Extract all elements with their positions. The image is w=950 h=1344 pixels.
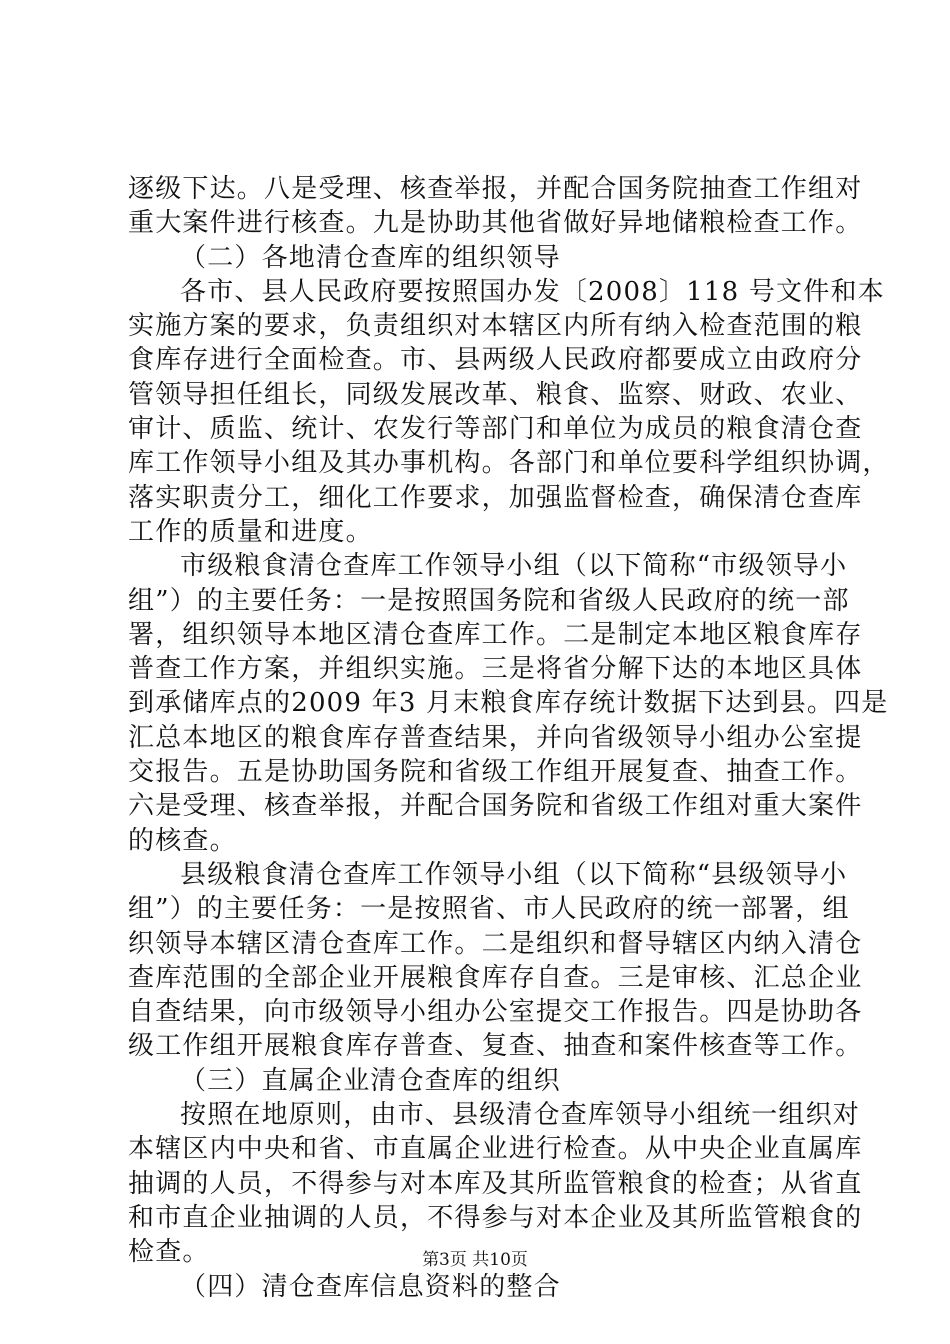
text-line: 按照在地原则，由市、县级清仓查库领导小组统一组织对 [180, 1100, 861, 1131]
text-line: 各市、县人民政府要按照国办发〔2008〕118 号文件和本 [180, 276, 885, 307]
text-line: 普查工作方案，并组织实施。三是将省分解下达的本地区具体 [128, 654, 863, 685]
text-line: 交报告。五是协助国务院和省级工作组开展复查、抽查工作。 [128, 757, 863, 788]
text-line: 食库存进行全面检查。市、县两级人民政府都要成立由政府分 [128, 345, 863, 376]
text-line: 库工作领导小组及其办事机构。各部门和单位要科学组织协调， [128, 448, 890, 479]
text-line: 级工作组开展粮食库存普查、复查、抽查和案件核查等工作。 [128, 1031, 863, 1062]
text-line: 管领导担任组长，同级发展改革、粮食、监察、财政、农业、 [128, 379, 863, 410]
text-line: 逐级下达。八是受理、核查举报，并配合国务院抽查工作组对 [128, 174, 863, 204]
section-heading: （二）各地清仓查库的组织领导 [180, 242, 561, 273]
text-line: 抽调的人员，不得参与对本库及其所监管粮食的检查；从省直 [128, 1168, 863, 1199]
body-text [128, 172, 890, 1304]
text-line: 实施方案的要求，负责组织对本辖区内所有纳入检查范围的粮 [128, 311, 863, 342]
text-line: 查库范围的全部企业开展粮食库存自查。三是审核、汇总企业 [128, 962, 863, 993]
text-line: 落实职责分工，细化工作要求，加强监督检查，确保清仓查库 [128, 482, 863, 513]
text-line: 汇总本地区的粮食库存普查结果，并向省级领导小组办公室提 [128, 722, 863, 753]
text-line: 的核查。 [128, 825, 237, 856]
text-line: 工作的质量和进度。 [128, 516, 373, 547]
text-line: 县级粮食清仓查库工作领导小组（以下简称“县级领导小 [180, 859, 848, 890]
text-line: 署，组织领导本地区清仓查库工作。二是制定本地区粮食库存 [128, 619, 863, 650]
page-number: 第3页 共10页 [422, 1250, 528, 1270]
text-line: 审计、质监、统计、农发行等部门和单位为成员的粮食清仓查 [128, 414, 863, 445]
text-line: 织领导本辖区清仓查库工作。二是组织和督导辖区内纳入清仓 [128, 928, 863, 959]
text-line: 重大案件进行核查。九是协助其他省做好异地储粮检查工作。 [128, 208, 863, 239]
text-line: 检查。 [128, 1237, 210, 1268]
text-line: 组”）的主要任务：一是按照省、市人民政府的统一部署，组 [128, 894, 850, 925]
text-line: 组”）的主要任务：一是按照国务院和省级人民政府的统一部 [128, 585, 850, 616]
text-line: 六是受理、核查举报，并配合国务院和省级工作组对重大案件 [128, 791, 863, 822]
text-line: 和市直企业抽调的人员，不得参与对本企业及其所监管粮食的 [128, 1202, 863, 1233]
text-line: 市级粮食清仓查库工作领导小组（以下简称“市级领导小 [180, 551, 848, 582]
section-heading: （四）清仓查库信息资料的整合 [180, 1271, 561, 1302]
text-line: 到承储库点的2009 年3 月末粮食库存统计数据下达到县。四是 [128, 688, 889, 719]
text-line: 本辖区内中央和省、市直属企业进行检查。从中央企业直属库 [128, 1134, 863, 1165]
text-line: 自查结果，向市级领导小组办公室提交工作报告。四是协助各 [128, 997, 863, 1028]
section-heading: （三）直属企业清仓查库的组织 [180, 1065, 561, 1096]
